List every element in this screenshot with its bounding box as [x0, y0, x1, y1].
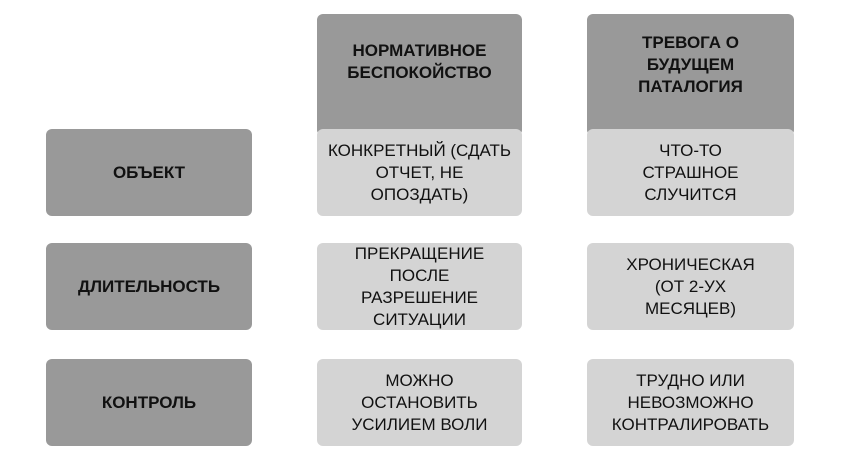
cell-control-normative-text: МОЖНО ОСТАНОВИТЬ УСИЛИЕМ ВОЛИ	[351, 370, 488, 434]
row-label-control-text: КОНТРОЛЬ	[101, 392, 197, 412]
cell-duration-normative	[317, 243, 522, 330]
row-label-object-text: ОБЪЕКТ	[112, 162, 186, 182]
cell-duration-pathology	[587, 243, 794, 330]
column-header-anxiety-pathology	[587, 14, 794, 136]
column-header-anxiety-pathology-text: ТРЕВОГА О БУДУЩЕМ ПАТАЛОГИЯ	[638, 33, 743, 96]
row-label-object	[46, 129, 252, 216]
cell-object-normative	[317, 129, 522, 216]
cell-control-pathology	[587, 359, 794, 446]
cell-control-normative	[317, 359, 522, 446]
row-label-control	[46, 359, 252, 446]
column-header-normative-worry	[317, 14, 522, 136]
cell-control-pathology-text: ТРУДНО ИЛИ НЕВОЗМОЖНО КОНТРАЛИРОВАТЬ	[611, 370, 770, 434]
row-label-duration	[46, 243, 252, 330]
cell-object-pathology	[587, 129, 794, 216]
row-label-duration-text: ДЛИТЕЛЬНОСТЬ	[77, 276, 221, 296]
column-header-normative-worry-text: НОРМАТИВНОЕ БЕСПОКОЙСТВО	[347, 41, 492, 82]
cell-object-pathology-text: ЧТО-ТО СТРАШНОЕ СЛУЧИТСЯ	[642, 140, 739, 204]
cell-duration-pathology-text: ХРОНИЧЕСКАЯ (ОТ 2-УХ МЕСЯЦЕВ)	[626, 254, 755, 318]
cell-object-normative-text: КОНКРЕТНЫЙ (СДАТЬ ОТЧЕТ, НЕ ОПОЗДАТЬ)	[327, 140, 512, 204]
cell-duration-normative-text: ПРЕКРАЩЕНИЕ ПОСЛЕ РАЗРЕШЕНИЕ СИТУАЦИИ	[354, 243, 485, 329]
